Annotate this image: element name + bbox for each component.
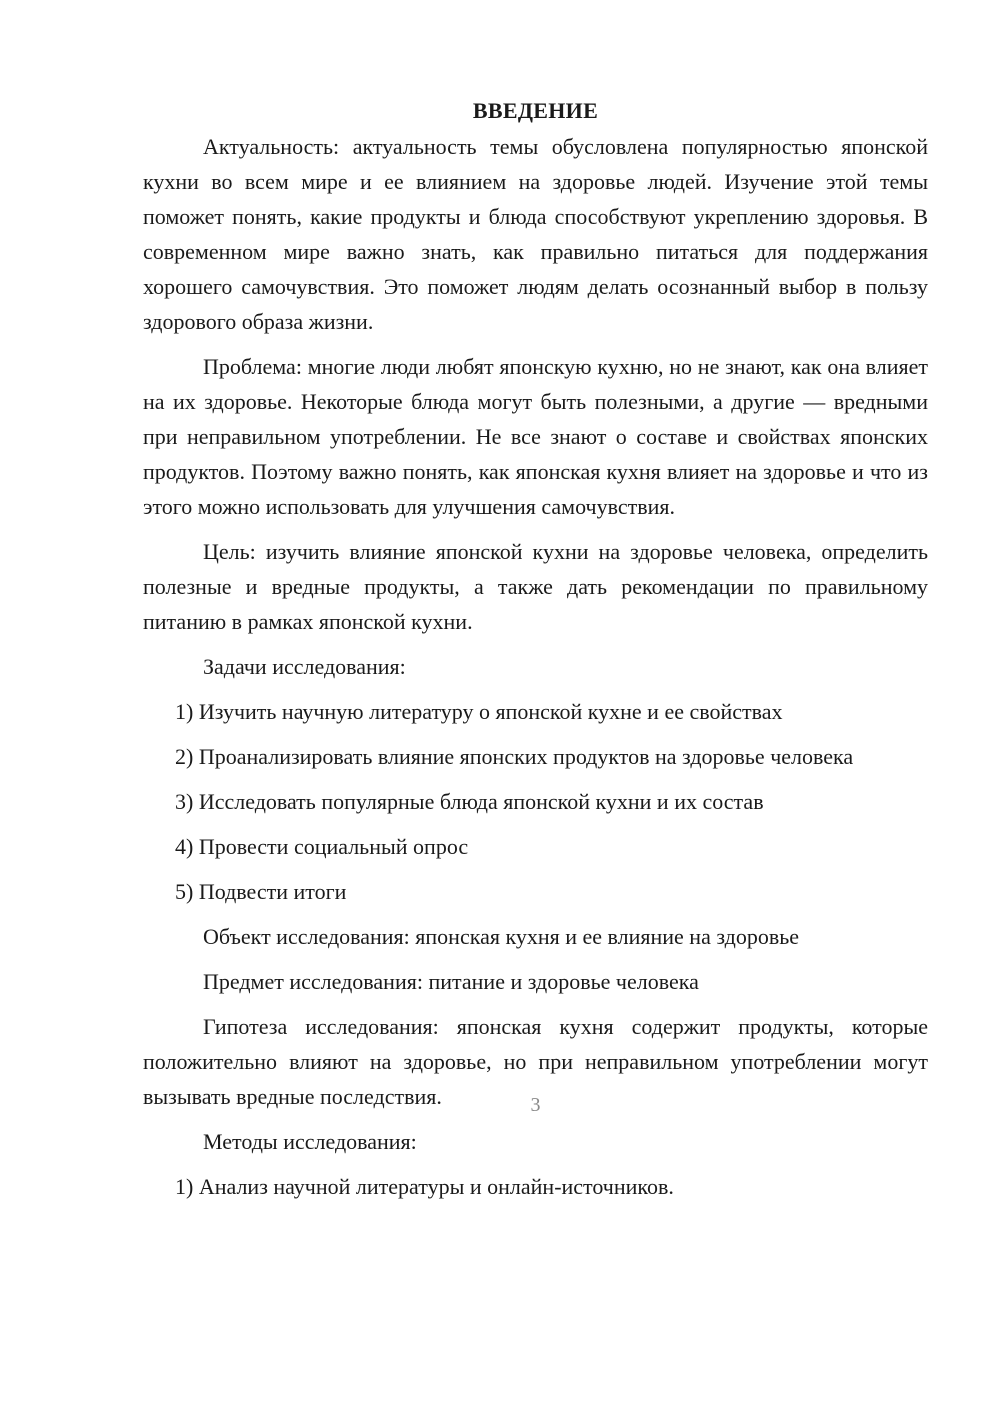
page-number: 3 — [530, 1094, 541, 1116]
section-title: ВВЕДЕНИЕ — [472, 98, 599, 123]
tasks-heading: Задачи исследования: — [203, 654, 406, 679]
task-item-2: 2) Проанализировать влияние японских продуктов на здоровье человека — [175, 744, 854, 769]
research-object: Объект исследования: японская кухня и ее влияние на здоровье — [203, 924, 800, 949]
task-item-1: 1) Изучить научную литературу о японской кухне и ее свойствах — [175, 699, 783, 724]
paragraph-relevance: Актуальность: актуальность темы обусловлена популярностью японской кухни во всем мире и ее влиянием на здоровье людей. Изучение этой темы поможет понять, какие продукты и блюда способствуют укреплению здоровья. В современном мире важно знать, как правильно питаться для поддержания хорошего самочувствия. Это поможет людям делать осознанный выбор в пользу здорового образа жизни. — [143, 134, 928, 334]
research-hypothesis: Гипотеза исследования: японская кухня содержит продукты, которые положительно влияют на здоровье, но при неправильном употреблении могут вызывать вредные последствия. — [143, 1014, 928, 1109]
research-subject: Предмет исследования: питание и здоровье человека — [203, 969, 699, 994]
method-item-1: 1) Анализ научной литературы и онлайн-источников. — [175, 1174, 674, 1199]
document-page — [143, 94, 928, 1214]
task-item-4: 4) Провести социальный опрос — [175, 834, 469, 859]
task-item-3: 3) Исследовать популярные блюда японской кухни и их состав — [175, 789, 764, 814]
methods-heading: Методы исследования: — [203, 1129, 417, 1154]
paragraph-goal: Цель: изучить влияние японской кухни на здоровье человека, определить полезные и вредные продукты, а также дать рекомендации по правильному питанию в рамках японской кухни. — [143, 539, 928, 634]
task-item-5: 5) Подвести итоги — [175, 879, 347, 904]
paragraph-problem: Проблема: многие люди любят японскую кухню, но не знают, как она влияет на их здоровье. Некоторые блюда могут быть полезными, а другие — вредными при неправильном употреблении. Не все знают о составе и свойствах японских продуктов. Поэтому важно понять, как японская кухня влияет на здоровье и что из этого можно использовать для улучшения самочувствия. — [143, 354, 928, 519]
